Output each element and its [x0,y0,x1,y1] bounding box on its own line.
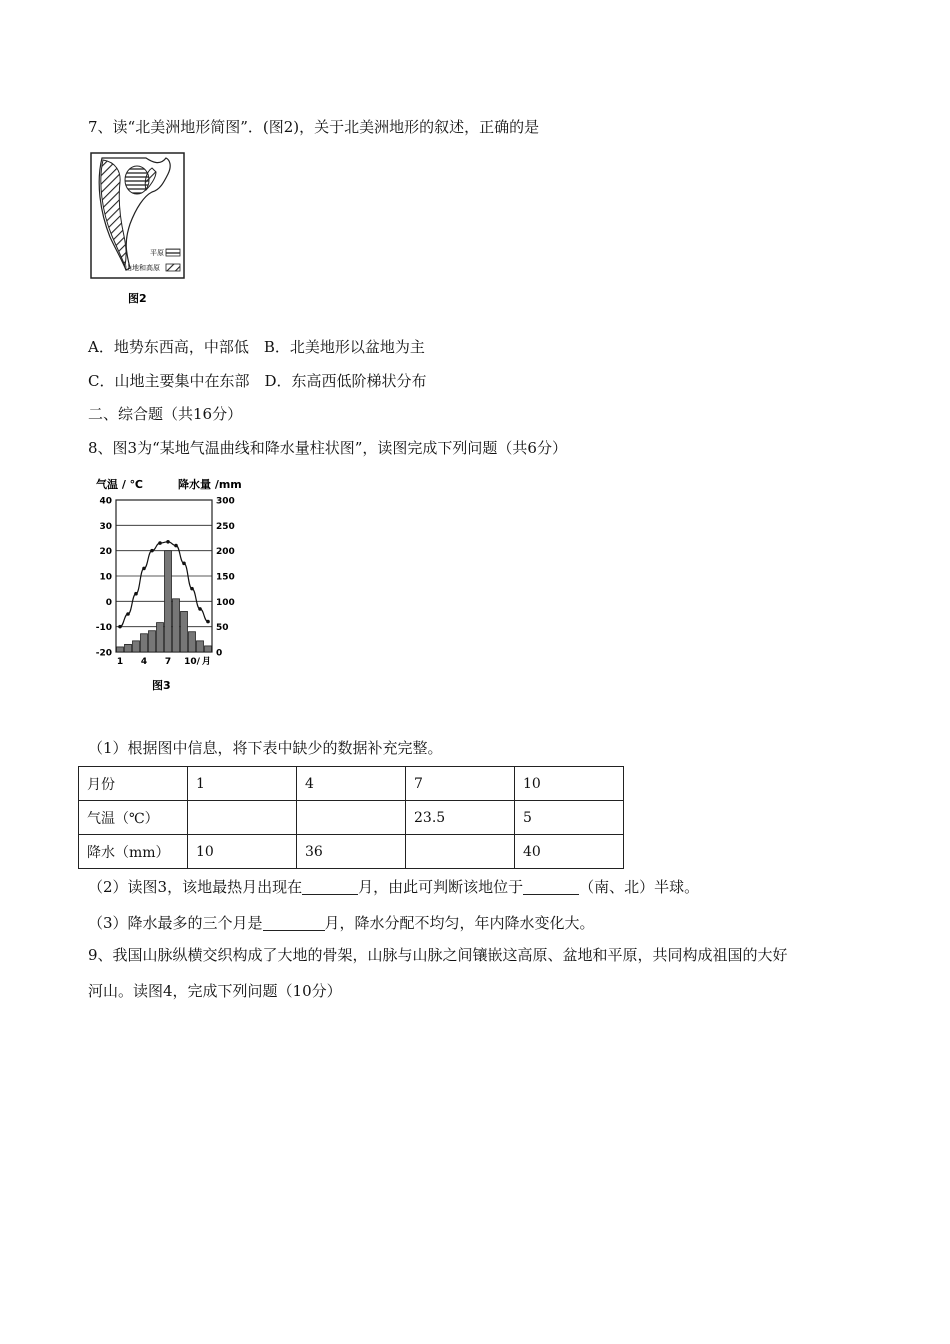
legend-mountain-swatch [166,264,180,271]
table-cell: 1 [188,767,297,801]
q8-sub2-part-a: （2）读图3，该地最热月出现在 [88,878,303,896]
legend-plain-label: 平原 [150,249,164,257]
table-cell: 10 [188,835,297,869]
table-cell: 4 [297,767,406,801]
y-right-label: 降水量 /mm [178,478,242,491]
climate-data-table [78,766,624,869]
central-plains [125,166,149,194]
table-cell: 36 [297,835,406,869]
table-row [79,801,624,835]
table-cell[interactable] [297,801,406,835]
precip-tick-label: 300 [216,496,235,507]
month-tick-label: 10/ [184,657,200,667]
q8-sub1: （1）根据图中信息，将下表中缺少的数据补充完整。 [88,739,443,757]
precip-bar [117,647,124,652]
precip-tick-label: 200 [216,547,235,558]
temperature-point [150,549,154,553]
precip-tick-label: 0 [216,648,223,659]
figure3-caption: 图3 [152,679,171,692]
q8-sub3-part-a: （3）降水最多的三个月是 [88,914,263,932]
table-cell: 降水（mm） [79,835,188,869]
month-tick-label: 1 [116,657,124,667]
temperature-line [120,542,208,627]
precip-bar [133,641,140,652]
table-row [79,835,624,869]
temperature-point [198,607,202,611]
temp-tick-label: 10 [99,572,112,583]
temp-tick-label: 20 [99,547,112,558]
precip-tick-label: 250 [216,521,235,532]
temperature-point [174,544,178,548]
q9-line-1: 9、我国山脉纵横交织构成了大地的骨架，山脉与山脉之间镶嵌这高原、盆地和平原，共同构成祖国的大好 [88,946,788,964]
table-cell: 23.5 [406,801,515,835]
temperature-point [190,587,194,591]
q8-stem: 8、图3为“某地气温曲线和降水量柱状图”，读图完成下列问题（共6分） [88,439,567,457]
precip-bar [125,644,132,652]
hottest-month-blank[interactable] [302,879,358,895]
q8-sub3 [88,912,595,933]
wettest-months-blank[interactable] [263,915,325,931]
table-cell: 5 [515,801,624,835]
temp-tick-label: -10 [95,623,112,634]
table-row [79,767,624,801]
table-cell: 40 [515,835,624,869]
q8-sub2 [88,876,699,897]
precip-bar [205,646,212,652]
north-america-terrain-map [90,152,190,312]
table-cell[interactable] [188,801,297,835]
temp-tick-label: 40 [99,496,112,507]
legend-plain-swatch [166,249,180,256]
table-cell: 7 [406,767,515,801]
temperature-point [166,540,170,544]
temp-tick-label: 30 [99,521,112,532]
table-cell: 气温（℃） [79,801,188,835]
table-cell: 月份 [79,767,188,801]
precip-bar [141,634,148,652]
temp-tick-label: -20 [95,648,112,659]
precip-bar [189,632,196,652]
precip-bar [165,551,172,652]
y-left-label: 气温 / ℃ [96,478,143,491]
q8-sub3-part-b: 月，降水分配不均匀，年内降水变化大。 [324,914,595,932]
q9-line-2: 河山。读图4，完成下列问题（10分） [88,982,342,1000]
figure2-caption: 图2 [128,292,147,305]
temperature-point [126,612,130,616]
table-cell[interactable] [406,835,515,869]
hemisphere-blank[interactable] [523,879,579,895]
month-tick-label: 7 [164,657,172,667]
q7-option-row-2: C．山地主要集中在东部 D．东高西低阶梯状分布 [88,372,427,390]
climate-chart [86,474,246,696]
x-axis-unit: 月 [201,657,211,667]
table-cell: 10 [515,767,624,801]
precip-tick-label: 100 [216,597,235,608]
precip-bar [181,611,188,652]
temperature-point [118,625,122,629]
temperature-point [134,592,138,596]
temperature-point [142,567,146,571]
q7-stem: 7、读“北美洲地形简图”．(图2)，关于北美洲地形的叙述，正确的是 [88,118,540,136]
q8-sub2-part-b: 月，由此可判断该地位于 [358,878,524,896]
temperature-point [158,541,162,545]
legend-mountain-label: 山地和高原 [125,264,160,272]
q8-sub2-part-c: （南、北）半球。 [579,878,700,896]
temp-tick-label: 0 [105,597,112,608]
precip-bar [197,641,204,652]
section2-title: 二、综合题（共16分） [88,405,243,423]
precip-bar [157,623,164,652]
q7-option-row-1: A．地势东西高，中部低 B．北美地形以盆地为主 [88,338,425,356]
temperature-point [206,620,210,624]
temperature-point [182,562,186,566]
month-tick-label: 4 [140,657,148,667]
precip-bar [173,599,180,652]
precip-tick-label: 50 [216,623,229,634]
precip-tick-label: 150 [216,572,235,583]
precip-bar [149,631,156,652]
